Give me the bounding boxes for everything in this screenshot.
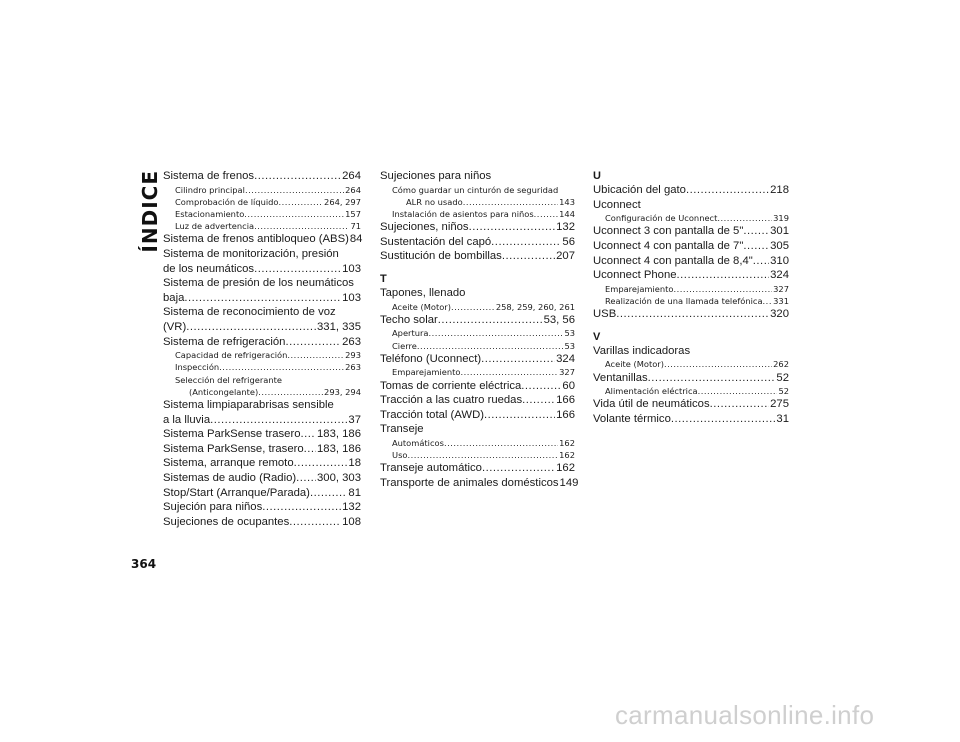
dot-leader: [686, 183, 769, 198]
dot-leader: [671, 412, 776, 427]
index-entry: [593, 183, 789, 198]
index-heading: Varillas indicadoras: [593, 344, 691, 357]
index-entry: [163, 427, 361, 442]
dot-leader: [460, 366, 558, 378]
dot-leader: [753, 254, 769, 269]
index-heading: Tapones, llenado: [380, 286, 466, 299]
index-entry: [380, 461, 575, 476]
index-letter-heading: T: [380, 272, 387, 285]
index-entry: [163, 515, 361, 530]
index-entry: [163, 456, 361, 471]
dot-leader: [219, 361, 344, 373]
index-heading: Sistema limpiaparabrisas sensible: [163, 398, 334, 411]
entry-text: Emparejamiento: [605, 283, 674, 294]
index-heading: Sistema de reconocimiento de voz: [163, 306, 336, 319]
entry-text: (Anticongelante): [189, 386, 259, 397]
entry-pages: 52: [778, 386, 789, 397]
dot-leader: [444, 437, 558, 449]
entry-text: Sujeciones de ocupantes: [163, 515, 290, 528]
entry-text: Transporte de animales domésticos: [380, 476, 559, 489]
dot-leader: [428, 327, 563, 339]
index-entry: [163, 442, 361, 457]
entry-text: Tracción total (AWD): [380, 408, 484, 421]
entry-text: Aceite (Motor): [605, 359, 664, 370]
index-entry: [163, 413, 361, 428]
entry-pages: 183, 186: [317, 428, 361, 441]
dot-leader: [262, 500, 341, 515]
index-subentry: [163, 184, 361, 196]
dot-leader: [469, 220, 556, 235]
entry-text: Uso: [392, 450, 408, 461]
section-tab: ÍNDICE: [138, 170, 162, 253]
dot-leader: [664, 358, 772, 370]
entry-text: Uconnect Phone: [593, 269, 677, 282]
dot-leader: [743, 224, 769, 239]
dot-leader: [258, 386, 323, 398]
index-subentry: [380, 196, 575, 208]
entry-text: Sistema de frenos: [163, 170, 255, 182]
entry-pages: 327: [559, 367, 575, 378]
dot-leader: [616, 307, 769, 322]
index-entry: [380, 379, 575, 394]
index-entry: [380, 235, 575, 250]
entry-text: USB: [593, 308, 617, 321]
index-subentry: [163, 208, 361, 220]
entry-text: Sistema ParkSense, trasero: [163, 442, 304, 455]
index-subentry: [593, 283, 789, 295]
entry-pages: 162: [556, 462, 575, 475]
entry-pages: 331, 335: [317, 320, 361, 333]
index-column-2: [380, 169, 579, 491]
dot-leader: [438, 313, 543, 328]
entry-text: Sistemas de audio (Radio): [163, 471, 297, 484]
entry-pages: 166: [556, 408, 575, 421]
entry-pages: 305: [770, 239, 789, 252]
index-subentry: [163, 220, 361, 232]
entry-pages: 53, 56: [543, 313, 575, 326]
dot-leader: [717, 212, 772, 224]
entry-pages: 71: [350, 221, 361, 232]
entry-text: Ventanillas: [593, 371, 648, 384]
index-heading: Cómo guardar un cinturón de seguridad: [392, 184, 559, 195]
index-entry: [593, 397, 789, 412]
entry-text: Sustentación del capó: [380, 235, 492, 248]
dot-leader: [245, 184, 344, 196]
entry-pages: 275: [770, 398, 789, 411]
dot-leader: [463, 196, 558, 208]
entry-pages: 324: [770, 269, 789, 282]
entry-pages: 293: [345, 350, 361, 361]
entry-text: Luz de advertencia: [175, 221, 255, 232]
entry-text: Teléfono (Uconnect): [380, 352, 482, 365]
entry-text: Sistema ParkSense trasero: [163, 428, 301, 441]
entry-pages: 331: [773, 295, 789, 306]
entry-text: Stop/Start (Arranque/Parada): [163, 486, 310, 499]
dot-leader: [417, 340, 564, 352]
entry-text: Sujeción para niños: [163, 501, 263, 514]
entry-text: Sujeciones, niños: [380, 221, 469, 234]
entry-pages: 143: [559, 196, 575, 207]
index-entry: [163, 486, 361, 501]
entry-pages: 60: [562, 379, 575, 392]
dot-leader: [310, 486, 347, 501]
index-subentry: [380, 340, 575, 352]
index-entry: [163, 335, 361, 350]
index-entry: [593, 268, 789, 283]
index-entry: [593, 239, 789, 254]
entry-text: Automáticos: [392, 437, 444, 448]
entry-text: Sistema, arranque remoto: [163, 457, 294, 470]
entry-text: Aceite (Motor): [392, 301, 451, 312]
entry-text: Capacidad de refrigeración: [175, 350, 288, 361]
index-heading: Sistema de presión de los neumáticos: [163, 277, 354, 290]
entry-text: Comprobación de líquido: [175, 196, 279, 207]
dot-leader: [710, 397, 770, 412]
entry-pages: 37: [348, 413, 361, 426]
index-entry: [380, 352, 575, 367]
entry-text: Realización de una llamada telefónica: [605, 295, 763, 306]
index-subentry: [163, 196, 361, 208]
entry-pages: 258, 259, 260, 261: [495, 301, 575, 312]
index-column-3: [593, 169, 789, 427]
dot-leader: [451, 301, 495, 313]
entry-text: Uconnect 4 con pantalla de 7": [593, 239, 744, 252]
entry-text: Cierre: [392, 340, 417, 351]
dot-leader: [184, 291, 341, 306]
dot-leader: [648, 371, 776, 386]
entry-text: Ubicación del gato: [593, 184, 686, 196]
index-entry: [163, 320, 361, 335]
index-entry: [163, 262, 361, 277]
dot-leader: [294, 456, 348, 471]
dot-leader: [698, 385, 778, 397]
index-entry: [380, 313, 575, 328]
entry-text: Sistema de refrigeración: [163, 335, 286, 348]
dot-leader: [186, 320, 316, 335]
dot-leader: [407, 449, 558, 461]
entry-text: Sustitución de bombillas: [380, 250, 502, 263]
index-heading: Selección del refrigerante: [175, 374, 282, 385]
entry-text: de los neumáticos: [163, 262, 255, 275]
dot-leader: [210, 413, 347, 428]
entry-text: Uconnect 4 con pantalla de 8,4": [593, 254, 753, 267]
index-entry: [380, 476, 579, 491]
dot-leader: [673, 283, 772, 295]
entry-text: Instalación de asientos para niños: [392, 209, 534, 219]
entry-text: Transeje automático: [380, 462, 482, 475]
index-heading: Sistema de monitorización, presión: [163, 248, 339, 260]
entry-text: Apertura: [392, 328, 429, 339]
dot-leader: [244, 208, 344, 220]
entry-pages: 53: [564, 340, 575, 351]
index-subentry: [593, 212, 789, 224]
index-entry: [593, 371, 789, 386]
dot-leader: [254, 169, 341, 184]
index-subentry: [593, 295, 789, 307]
entry-text: Tomas de corriente eléctrica: [380, 379, 522, 392]
entry-pages: 207: [556, 250, 575, 263]
dot-leader: [491, 235, 561, 250]
entry-text: Tracción a las cuatro ruedas: [380, 394, 523, 407]
entry-text: baja: [163, 291, 185, 304]
entry-text: Inspección: [175, 362, 220, 373]
dot-leader: [743, 239, 769, 254]
dot-leader: [301, 427, 317, 442]
index-entry: [380, 408, 575, 423]
entry-pages: 162: [559, 450, 575, 461]
entry-pages: 53: [564, 328, 575, 339]
index-column-1: [163, 169, 361, 529]
entry-pages: 149: [559, 476, 579, 489]
entry-pages: 56: [562, 235, 575, 248]
index-entry: [380, 249, 575, 264]
index-entry: [593, 412, 789, 427]
entry-pages: 293, 294: [324, 386, 361, 397]
entry-text: ALR no usado: [406, 196, 463, 207]
entry-pages: 183, 186: [317, 442, 361, 455]
entry-text: Sistema de frenos antibloqueo (ABS): [163, 233, 349, 246]
entry-pages: 319: [773, 213, 789, 224]
index-subentry: [593, 358, 789, 370]
page-number: 364: [131, 557, 157, 571]
entry-pages: 263: [342, 335, 361, 348]
entry-pages: 218: [770, 184, 789, 196]
entry-pages: 264: [342, 170, 361, 182]
index-subentry: [380, 208, 575, 220]
dot-leader: [289, 515, 341, 530]
dot-leader: [521, 379, 561, 394]
index-subentry: [380, 449, 575, 461]
dot-leader: [522, 393, 555, 408]
index-entry: [593, 224, 789, 239]
index-entry: [593, 307, 789, 322]
entry-pages: 84: [349, 233, 363, 246]
index-subentry: [380, 437, 575, 449]
index-heading: Uconnect: [593, 198, 641, 211]
index-subentry: [163, 386, 361, 398]
dot-leader: [482, 461, 555, 476]
index-subentry: [380, 327, 575, 339]
entry-pages: 157: [345, 209, 361, 219]
entry-pages: 324: [556, 352, 575, 365]
index-entry: [593, 254, 789, 269]
dot-leader: [254, 220, 349, 232]
index-subentry: [380, 301, 575, 313]
dot-leader: [502, 249, 555, 264]
index-subentry: [163, 361, 361, 373]
entry-pages: 264, 297: [324, 196, 361, 207]
index-entry: [380, 220, 575, 235]
entry-text: a la lluvia: [163, 413, 211, 426]
index-entry: [163, 232, 361, 247]
entry-text: Cilindro principal: [175, 184, 245, 195]
entry-pages: 31: [776, 412, 789, 425]
entry-text: Estacionamiento: [175, 209, 245, 219]
index-subentry: [593, 385, 789, 397]
dot-leader: [254, 262, 341, 277]
index-subentry: [163, 349, 361, 361]
entry-pages: 320: [770, 308, 789, 321]
index-entry: [163, 500, 361, 515]
dot-leader: [534, 208, 558, 220]
entry-pages: 52: [776, 371, 789, 384]
dot-leader: [304, 442, 316, 457]
dot-leader: [763, 295, 773, 307]
entry-pages: 327: [773, 283, 789, 294]
entry-pages: 301: [770, 225, 789, 238]
entry-pages: 81: [348, 486, 361, 499]
entry-text: Configuración de Uconnect: [605, 213, 718, 224]
dot-leader: [296, 471, 316, 486]
entry-text: Volante térmico: [593, 412, 671, 425]
entry-pages: 18: [348, 457, 361, 470]
dot-leader: [677, 268, 770, 283]
index-letter-heading: V: [593, 330, 601, 343]
entry-pages: 310: [770, 254, 789, 267]
dot-leader: [279, 196, 324, 208]
entry-pages: 166: [556, 394, 575, 407]
entry-pages: 162: [559, 437, 575, 448]
index-entry: [163, 471, 361, 486]
entry-pages: 103: [342, 291, 361, 304]
dot-leader: [484, 408, 555, 423]
index-entry: [163, 291, 361, 306]
entry-text: Uconnect 3 con pantalla de 5": [593, 225, 744, 238]
dot-leader: [285, 335, 341, 350]
entry-pages: 132: [556, 221, 575, 234]
index-letter-heading: U: [593, 170, 601, 182]
index-entry: [380, 393, 575, 408]
entry-text: Techo solar: [380, 313, 438, 326]
entry-pages: 144: [559, 209, 575, 219]
entry-text: Emparejamiento: [392, 367, 461, 378]
index-heading: Transeje: [380, 423, 424, 436]
entry-pages: 108: [342, 515, 361, 528]
dot-leader: [481, 352, 555, 367]
entry-pages: 263: [345, 362, 361, 373]
watermark: carmanualsonline.info: [615, 700, 875, 730]
entry-text: Alimentación eléctrica: [605, 386, 698, 397]
dot-leader: [287, 349, 344, 361]
entry-pages: 262: [773, 359, 789, 370]
index-entry: [163, 169, 361, 184]
entry-pages: 132: [342, 501, 361, 514]
entry-text: (VR): [163, 320, 187, 333]
entry-text: Vida útil de neumáticos: [593, 398, 710, 411]
entry-pages: 300, 303: [317, 471, 361, 484]
index-subentry: [380, 366, 575, 378]
entry-pages: 264: [345, 184, 361, 195]
index-heading: Sujeciones para niños: [380, 170, 492, 182]
entry-pages: 103: [342, 262, 361, 275]
